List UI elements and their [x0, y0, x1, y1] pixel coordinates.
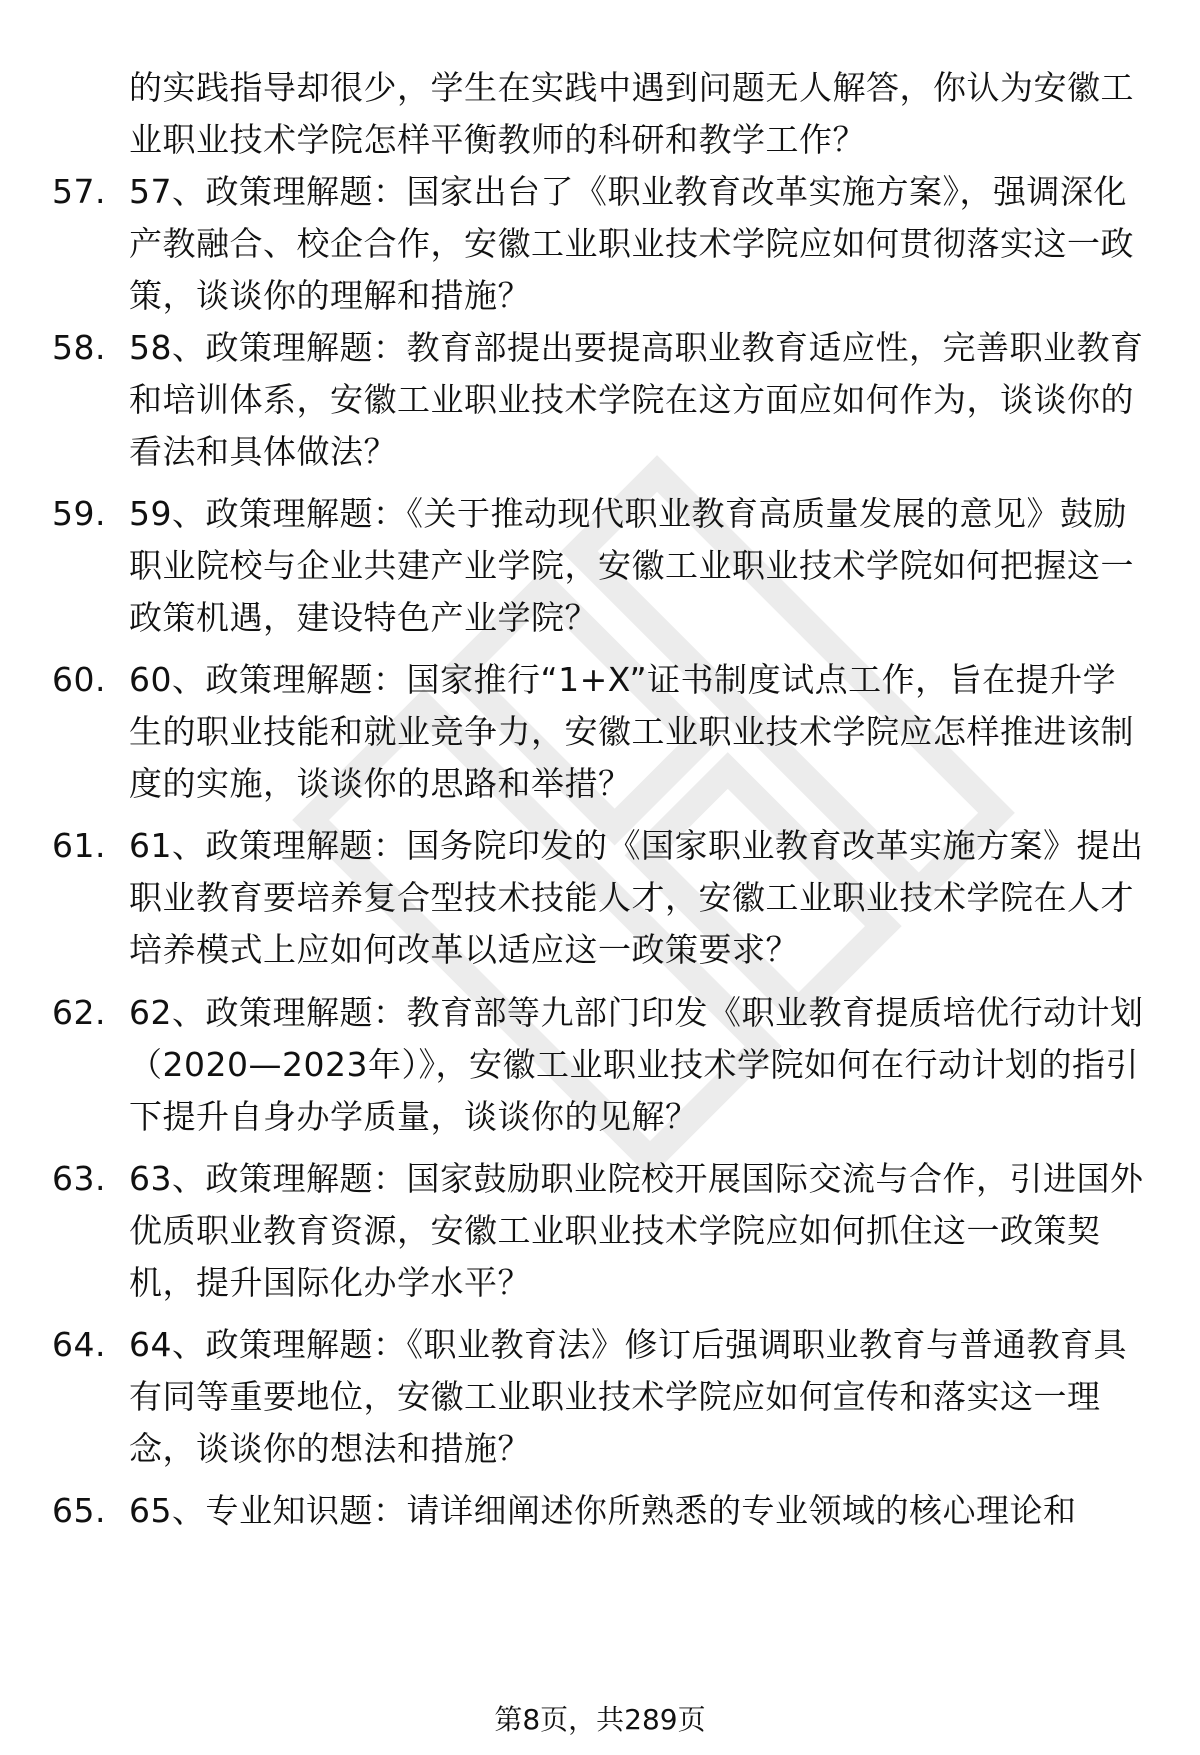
question-text: 62、政策理解题：教育部等九部门印发《职业教育提质培优行动计划（2020—2023年）》，安徽工业职业技术学院如何在行动计划的指引下提升自身办学质量，谈谈你的见解？: [129, 993, 1144, 1136]
question-text: 63、政策理解题：国家鼓励职业院校开展国际交流与合作，引进国外优质职业教育资源，安徽工业职业技术学院应如何抓住这一政策契机，提升国际化办学水平？: [129, 1159, 1144, 1302]
question-item: [52, 1319, 1152, 1475]
question-number: 59.: [52, 494, 106, 533]
question-text: 57、政策理解题：国家出台了《职业教育改革实施方案》，强调深化产教融合、校企合作，安徽工业职业技术学院应如何贯彻落实这一政策，谈谈你的理解和措施？: [129, 172, 1134, 315]
question-text: 60、政策理解题：国家推行“1+X”证书制度试点工作，旨在提升学生的职业技能和就业竞争力，安徽工业职业技术学院应怎样推进该制度的实施，谈谈你的思路和举措？: [129, 660, 1134, 803]
question-text: 65、专业知识题：请详细阐述你所熟悉的专业领域的核心理论和: [129, 1491, 1077, 1530]
question-item: [52, 322, 1152, 478]
question-item: [52, 987, 1152, 1143]
question-item: [52, 654, 1152, 810]
question-number: 64.: [52, 1325, 106, 1364]
question-item: [52, 488, 1152, 644]
page-footer: 第8页，共289页: [494, 1703, 706, 1736]
question-item: [52, 820, 1152, 976]
question-item: [52, 166, 1152, 322]
question-text: 61、政策理解题：国务院印发的《国家职业教育改革实施方案》提出职业教育要培养复合型技术技能人才，安徽工业职业技术学院在人才培养模式上应如何改革以适应这一政策要求？: [129, 826, 1144, 969]
question-item: [52, 1485, 1152, 1537]
question-text: 58、政策理解题：教育部提出要提高职业教育适应性，完善职业教育和培训体系，安徽工业职业技术学院在这方面应如何作为，谈谈你的看法和具体做法？: [129, 328, 1144, 471]
question-text: 59、政策理解题：《关于推动现代职业教育高质量发展的意见》鼓励职业院校与企业共建产业学院，安徽工业职业技术学院如何把握这一政策机遇，建设特色产业学院？: [129, 494, 1134, 637]
question-number: 62.: [52, 993, 106, 1032]
question-text: 64、政策理解题：《职业教育法》修订后强调职业教育与普通教育具有同等重要地位，安徽工业职业技术学院应如何宣传和落实这一理念，谈谈你的想法和措施？: [129, 1325, 1127, 1468]
question-number: 61.: [52, 826, 106, 865]
continuation-text: 的实践指导却很少，学生在实践中遇到问题无人解答，你认为安徽工业职业技术学院怎样平衡教师的科研和教学工作？: [129, 68, 1134, 159]
question-number: 58.: [52, 328, 106, 367]
question-number: 60.: [52, 660, 106, 699]
question-number: 57.: [52, 172, 106, 211]
question-item: [52, 1153, 1152, 1309]
question-number: 63.: [52, 1159, 106, 1198]
question-number: 65.: [52, 1491, 106, 1530]
